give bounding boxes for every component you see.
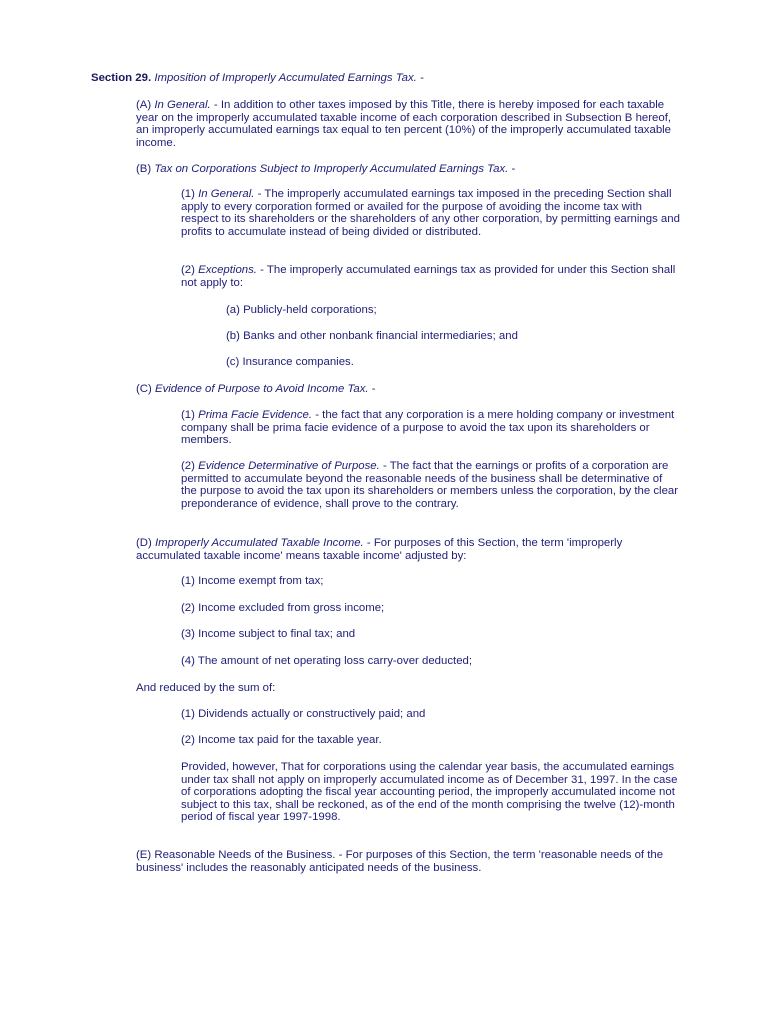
paragraph-a-text: - In addition to other taxes imposed by this Title, there is hereby imposed for each taxable year on the improperly accumulated taxable income of each corporation described in Subsection B hereof, an improperly accumulated earnings tax equal to ten percent (10%) of the improperly accumulated taxable income. bbox=[136, 99, 672, 149]
paragraph-c1-text: - the fact that any corporation is a mere holding company or investment company shall be prima facie evidence of a purpose to avoid the tax upon its shareholders or members. bbox=[181, 409, 675, 447]
reduction-item: (1) Dividends actually or constructively paid; and bbox=[181, 708, 426, 720]
paragraph-b1-prefix: (1) bbox=[181, 188, 199, 200]
paragraph-c2-heading: Evidence Determinative of Purpose. bbox=[198, 460, 380, 472]
paragraph-b2-heading: Exceptions. bbox=[198, 264, 257, 276]
reduced-by-label: And reduced by the sum of: bbox=[136, 682, 276, 694]
paragraph-d bbox=[136, 537, 680, 562]
paragraph-c1 bbox=[181, 409, 680, 447]
adjustment-item: (3) Income subject to final tax; and bbox=[181, 628, 356, 640]
adjustment-item: (1) Income exempt from tax; bbox=[181, 575, 324, 587]
paragraph-c1-heading: Prima Facie Evidence. bbox=[198, 409, 313, 421]
paragraph-a-heading: In General. bbox=[154, 99, 211, 111]
paragraph-b-prefix: (B) bbox=[136, 163, 155, 175]
paragraph-d-heading: Improperly Accumulated Taxable Income. bbox=[154, 537, 364, 549]
paragraph-b bbox=[136, 163, 680, 176]
paragraph-b1 bbox=[181, 188, 680, 238]
paragraph-b1-text: - The improperly accumulated earnings tax imposed in the preceding Section shall apply to every corporation formed or availed for the purpose of avoiding the income tax with respect to its shareholders or the shareholders of any other corporation, by permitting earnings and profits to accumulate instead of being divided or distributed. bbox=[181, 188, 680, 238]
exception-item: (a) Publicly-held corporations; bbox=[226, 304, 377, 316]
paragraph-b2 bbox=[181, 264, 680, 289]
paragraph-b2-prefix: (2) bbox=[181, 264, 199, 276]
paragraph-c-prefix: (C) bbox=[136, 383, 155, 395]
paragraph-c2-text: - The fact that the earnings or profits of a corporation are permitted to accumulate beyond the reasonable needs of the business shall be determinative of the purpose to avoid the tax upon its shareholders or members unless the corporation, by the clear preponderance of evidence, shall prove to the contrary. bbox=[181, 460, 679, 510]
paragraph-c2 bbox=[181, 460, 680, 510]
paragraph-e: (E) Reasonable Needs of the Business. - For purposes of this Section, the term 'reasonable needs of the business' includes the reasonably anticipated needs of the business. bbox=[136, 849, 664, 874]
paragraph-c-heading: Evidence of Purpose to Avoid Income Tax. bbox=[154, 383, 369, 395]
adjustment-item: (4) The amount of net operating loss carry-over deducted; bbox=[181, 655, 473, 667]
reduction-item: (2) Income tax paid for the taxable year. bbox=[181, 734, 382, 746]
paragraph-a-prefix: (A) bbox=[136, 99, 155, 111]
paragraph-b1-heading: In General. bbox=[198, 188, 255, 200]
proviso-paragraph: Provided, however, That for corporations using the calendar year basis, the accumulated earnings under tax shall not apply on improperly accumulated income as of December 31, 1997. In the case of corporations adopting the fiscal year accounting period, the improperly accumulated income not subject to this tax, shall be reckoned, as of the end of the month comprising the twelve (12)-month period of fiscal year 1997-1998. bbox=[181, 761, 678, 824]
paragraph-c bbox=[136, 383, 680, 396]
paragraph-b-heading: Tax on Corporations Subject to Improperly Accumulated Earnings Tax. bbox=[154, 163, 509, 175]
paragraph-d-prefix: (D) bbox=[136, 537, 155, 549]
paragraph-d-text: - For purposes of this Section, the term 'improperly accumulated taxable income' means taxable income' adjusted by: bbox=[136, 537, 623, 562]
paragraph-a bbox=[136, 99, 680, 149]
section-label: Section 29. bbox=[91, 72, 152, 84]
paragraph-b2-text: - The improperly accumulated earnings tax as provided for under this Section shall not apply to: bbox=[181, 264, 676, 289]
section-title: Imposition of Improperly Accumulated Earnings Tax. - bbox=[154, 72, 424, 84]
exception-item: (c) Insurance companies. bbox=[226, 356, 354, 368]
adjustment-item: (2) Income excluded from gross income; bbox=[181, 602, 385, 614]
section-heading bbox=[91, 72, 691, 85]
exception-item: (b) Banks and other nonbank financial intermediaries; and bbox=[226, 330, 518, 342]
paragraph-c-suffix: - bbox=[368, 383, 376, 395]
paragraph-b-suffix: - bbox=[508, 163, 516, 175]
paragraph-c2-prefix: (2) bbox=[181, 460, 199, 472]
paragraph-c1-prefix: (1) bbox=[181, 409, 199, 421]
